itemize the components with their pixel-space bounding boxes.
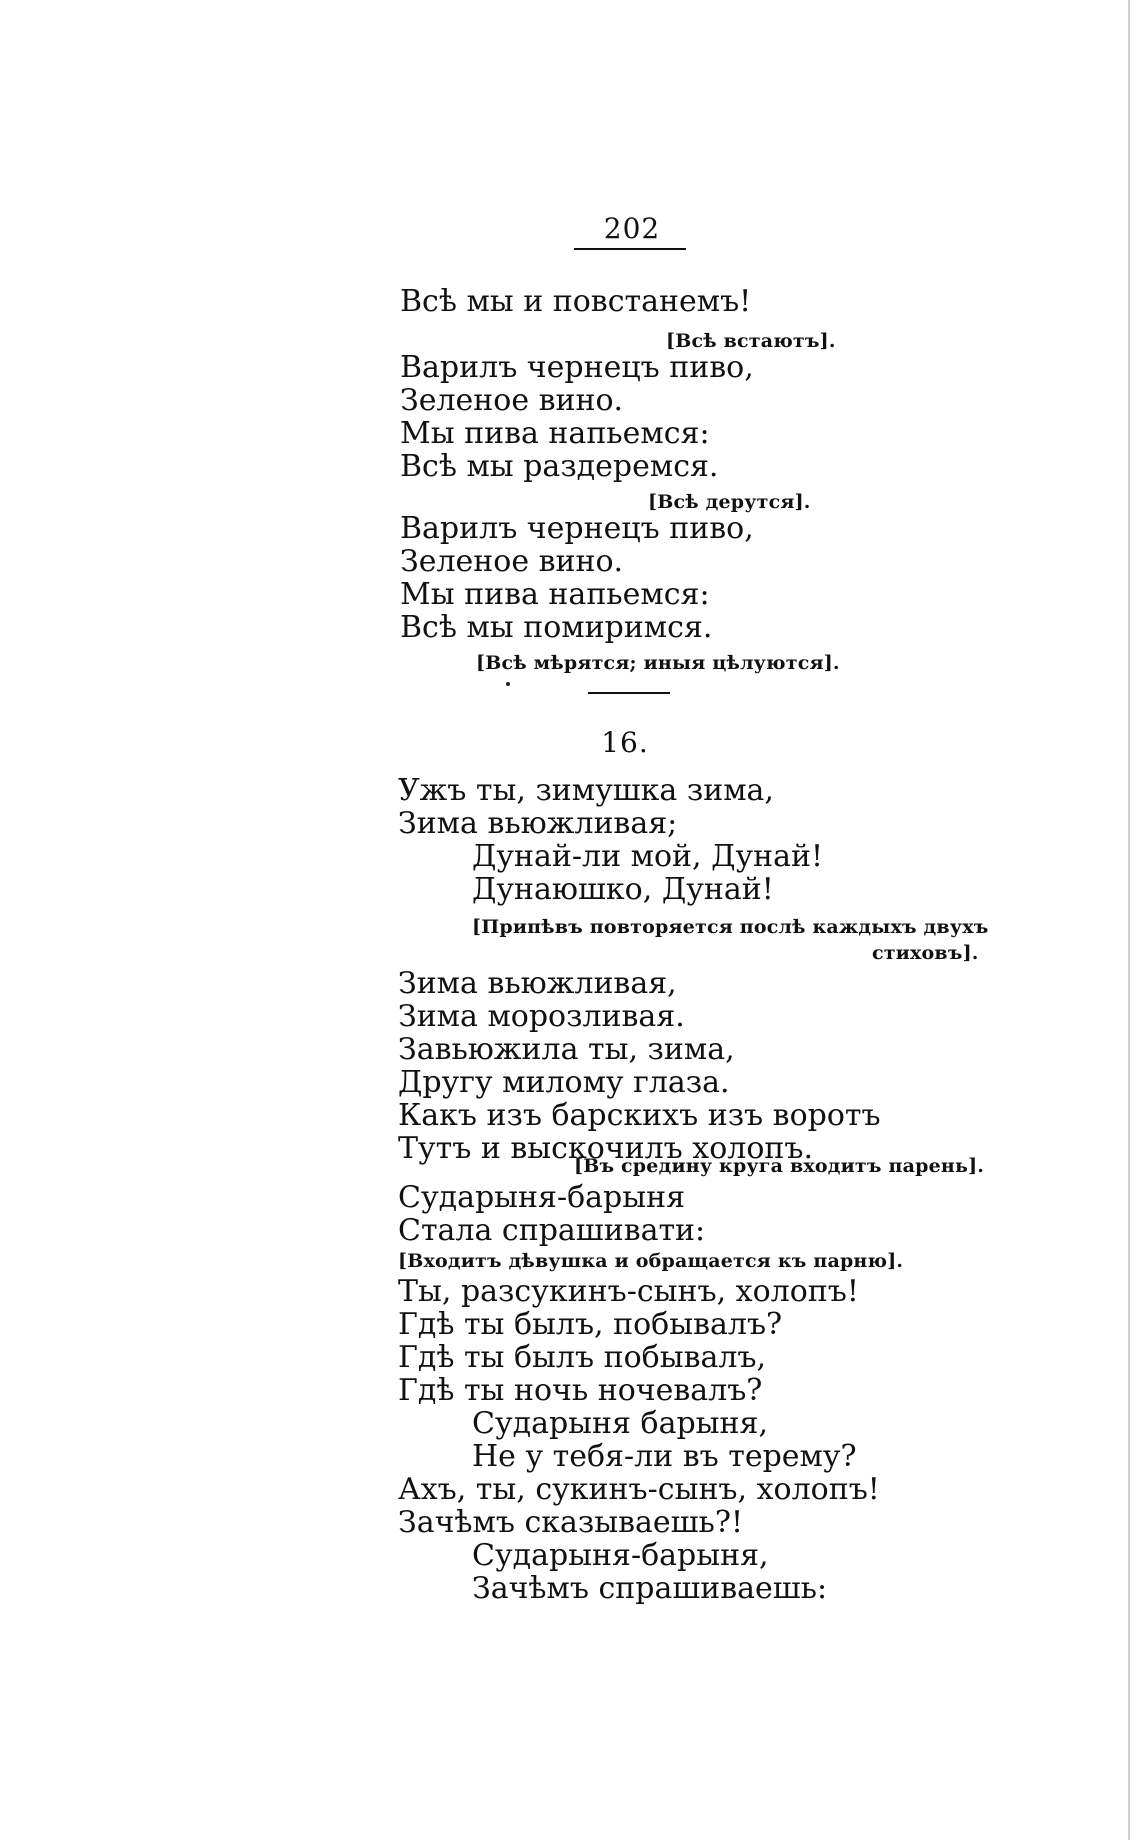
verse-line: Мы пива напьемся: <box>400 577 710 612</box>
header-rule <box>574 248 686 250</box>
section-divider <box>588 692 670 694</box>
verse-line: Тутъ и выскочилъ холопъ. <box>398 1131 814 1166</box>
verse-line-indented: Сударыня-барыня, <box>472 1538 769 1573</box>
stage-direction: [Всѣ мѣрятся; иныя цѣлуются]. <box>476 652 840 674</box>
verse-line: Какъ изъ барскихъ изъ воротъ <box>398 1098 881 1133</box>
verse-line: Гдѣ ты былъ побывалъ, <box>398 1340 767 1375</box>
stage-direction: [Въ средину круга входитъ парень]. <box>574 1155 985 1177</box>
scan-margin-edge <box>1128 0 1130 1840</box>
verse-line-indented: Не у тебя-ли въ терему? <box>472 1439 857 1474</box>
verse-line: Гдѣ ты ночь ночевалъ? <box>398 1373 763 1408</box>
verse-line: Сударыня-барыня <box>398 1180 686 1215</box>
verse-line: Зеленое вино. <box>400 383 624 418</box>
verse-line: Ахъ, ты, сукинъ-сынъ, холопъ! <box>398 1472 880 1507</box>
verse-line: Мы пива напьемся: <box>400 416 710 451</box>
verse-line: Другу милому глаза. <box>398 1065 730 1100</box>
stage-direction-continued: стиховъ]. <box>872 942 979 964</box>
verse-line: Зима вьюжливая; <box>398 806 678 841</box>
verse-line: Зима вьюжливая, <box>398 966 677 1001</box>
verse-line: Всѣ мы раздеремся. <box>400 449 719 484</box>
stage-direction: [Припѣвъ повторяется послѣ каждыхъ двухъ <box>472 916 989 938</box>
verse-line: Зима морозливая. <box>398 999 685 1034</box>
refrain-line: Дунаюшко, Дунай! <box>472 872 774 907</box>
refrain-line: Дунай-ли мой, Дунай! <box>472 839 824 874</box>
verse-line: Всѣ мы и повстанемъ! <box>400 284 752 319</box>
verse-line: Завьюжила ты, зима, <box>398 1032 735 1067</box>
verse-line-indented: Зачѣмъ спрашиваешь: <box>472 1571 828 1606</box>
verse-line: Варилъ чернецъ пиво, <box>400 350 754 385</box>
verse-line: Ужъ ты, зимушка зима, <box>398 773 774 808</box>
stage-direction: [Всѣ дерутся]. <box>648 491 811 513</box>
page-number: 202 <box>603 212 661 245</box>
print-speck <box>506 682 510 686</box>
stage-direction: [Всѣ встаютъ]. <box>666 330 836 352</box>
verse-line: Ты, разсукинъ-сынъ, холопъ! <box>398 1274 859 1309</box>
verse-line: Зачѣмъ сказываешь?! <box>398 1505 744 1540</box>
verse-line: Варилъ чернецъ пиво, <box>400 511 754 546</box>
verse-line: Всѣ мы помиримся. <box>400 610 713 645</box>
stage-direction: [Входитъ дѣвушка и обращается къ парню]. <box>398 1250 904 1272</box>
verse-line: Зеленое вино. <box>400 544 624 579</box>
verse-line: Стала спрашивати: <box>398 1213 706 1248</box>
verse-line: Гдѣ ты былъ, побывалъ? <box>398 1307 783 1342</box>
song-number: 16. <box>601 726 649 759</box>
verse-line-indented: Сударыня барыня, <box>472 1406 768 1441</box>
